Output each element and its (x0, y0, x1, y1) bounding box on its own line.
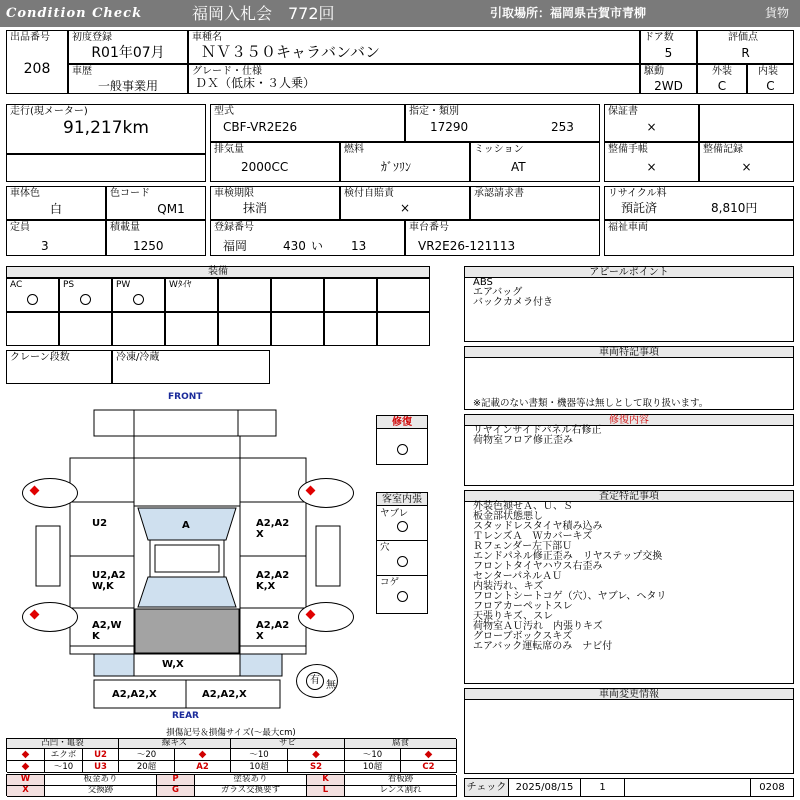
selfcheck-cell: 検付自賠責 × (340, 186, 470, 220)
grade: ＤＸ（低床・３人乗） (195, 76, 316, 90)
displacement: 2000CC (241, 160, 289, 174)
shufuku-box: 修復 (376, 415, 428, 465)
mission-cell: ミッション AT (470, 142, 600, 182)
vehicle-history: 一般事業用 (97, 79, 158, 93)
displacement-cell: 排気量 2000CC (210, 142, 340, 182)
back-door-code: W,X (162, 659, 184, 670)
door-count: 5 (664, 46, 673, 60)
mileage-cell: 走行(現メーター) 91,217km (6, 104, 206, 154)
change-info-title: 車両変更情報 (465, 689, 793, 700)
capacity-cell: 定員 3 (6, 220, 106, 256)
lot-number: 208 (23, 61, 51, 77)
right-mid-code2: K,X (256, 581, 276, 592)
wheel-front-right (298, 478, 354, 508)
first-registration: R01年07月 (91, 45, 165, 61)
load-cell: 積載量 1250 (106, 220, 206, 256)
wheel-rear-left (22, 602, 78, 632)
wheel-front-left (22, 478, 78, 508)
record-cell: 整備記録 × (699, 142, 794, 182)
registration-number-cell: 登録番号 福岡 430 い 13 (210, 220, 405, 256)
pickup-location: 引取場所：福岡県古賀市青柳 (490, 6, 647, 20)
inspection-expiry: 抹消 (243, 201, 268, 215)
hood-code: A (182, 520, 190, 531)
legend-code-table: W 板金あり P 塗装あり K 看板跡 X 交換跡 G ガラス交換要す L レンズ割れ (6, 774, 456, 796)
right-rear-code: A2,A2 (256, 620, 290, 631)
auction-title: 福岡入札会 772回 (192, 4, 335, 23)
freezer-cell: 冷凍/冷蔵 (112, 350, 270, 384)
reg-id: 13 (351, 239, 367, 253)
warranty-blank (699, 104, 794, 142)
recycle-status: 預託済 (621, 201, 658, 215)
maintenance-record: × (741, 160, 752, 174)
right-front-code: A2,A2 (256, 518, 290, 529)
equip-wtire: Wﾀｲﾔ (165, 278, 218, 312)
wheel-rear-right (298, 602, 354, 632)
reg-class: 430 (283, 239, 306, 253)
chassis-cell: 車台番号 VR2E26-121113 (405, 220, 600, 256)
interior-cell: 内装 C (747, 64, 794, 94)
grade-cell: グレード・仕様 ＤＸ（低床・３人乗） (188, 64, 640, 94)
drive-cell: 駆動 2WD (640, 64, 697, 94)
approval-cell: 承認請求書 (470, 186, 600, 220)
first-registration-cell: 初度登録 R01年07月 (68, 30, 188, 64)
recycle-cell: リサイクル料 預託済 8,810円 (604, 186, 794, 220)
color-code: QM1 (157, 202, 185, 216)
maintenance-manual: × (646, 160, 657, 174)
left-mid-code2: W,K (92, 581, 114, 592)
inspection-notes-panel (464, 490, 794, 684)
reg-area: 福岡 (223, 239, 248, 253)
vehicle-category: 貨物 (765, 6, 790, 20)
rear-label: REAR (172, 711, 199, 721)
inspection-notes-text: 外装色褪せＡ、Ｕ、Ｓ 板金部状態悪し スタッドレスタイヤ積み込み ＴレンズＡ Ｗカバーキズ Ｒフェンダー左下部Ｕ エンドパネル修正歪み リヤステップ交換 フロントタイヤハウス右歪み センターパネルＡＵ 内装汚れ、キズ フロントシートコゲ（穴）、ヤブレ、ヘタリ フロアカーペットスレ 天張りキズ、スレ 荷物室ＡＵ汚れ 内張りキズ グローブボックスキズ エアバック運転席のみ ナビ付 (473, 501, 667, 652)
appeal-panel (464, 266, 794, 342)
front-label: FRONT (168, 392, 203, 402)
designation-number: 17290 (430, 120, 469, 134)
mission: AT (511, 160, 526, 174)
spare-yes: 有 (306, 672, 324, 690)
check-label: チェック (465, 779, 509, 796)
warranty-cell: 保証書 × (604, 104, 699, 142)
left-rear-code: A2,W (92, 620, 122, 631)
equip-pw: PW (112, 278, 165, 312)
check-code: 0208 (759, 782, 785, 793)
chassis-number: VR2E26-121113 (418, 239, 516, 253)
right-mid-code: A2,A2 (256, 570, 290, 581)
model: CBF-VR2E26 (223, 120, 298, 134)
score: R (741, 46, 750, 60)
body-color-cell: 車体色 白 (6, 186, 106, 220)
interior-grade: C (766, 79, 775, 93)
equip-ac: AC (6, 278, 59, 312)
color-code-cell: 色コード QM1 (106, 186, 206, 220)
crane-cell: クレーン段数 (6, 350, 112, 384)
bumper-right-code: A2,A2,X (202, 689, 247, 700)
designation-cell: 指定・類別 17290 253 (405, 104, 600, 142)
check-bar (464, 778, 794, 797)
inspection-cell: 車検期限 抹消 (210, 186, 340, 220)
vehicle-name: ＮＶ３５０キャラバンバン (201, 43, 380, 61)
appeal-text: ABS エアバッグ バックカメラ付き (473, 277, 553, 308)
door-count-cell: ドア数 5 (640, 30, 697, 64)
spare-tire-icon (296, 664, 338, 698)
lot-number-cell: 出品番号 208 (6, 30, 68, 94)
change-info-panel (464, 688, 794, 774)
fuel: ｶﾞｿﾘﾝ (381, 160, 412, 174)
inspection-notes-title: 査定特記事項 (465, 491, 793, 502)
appeal-title: アピールポイント (465, 267, 793, 278)
check-count: 1 (581, 779, 625, 796)
exterior-grade: C (717, 79, 727, 93)
fuel-cell: 燃料 ｶﾞｿﾘﾝ (340, 142, 470, 182)
vehicle-name-cell: 車種名 ＮＶ３５０キャラバンバン (188, 30, 640, 64)
repair-title: 修復内容 (465, 415, 793, 426)
special-notes-title: 車両特記事項 (465, 347, 793, 358)
special-notes-panel (464, 346, 794, 410)
repair-text: リヤインサイドパネル右修正 荷物室フロア修正歪み (473, 425, 602, 446)
bumper-left-code: A2,A2,X (112, 689, 157, 700)
score-cell: 評価点 R (697, 30, 794, 64)
left-mid-code: U2,A2 (92, 570, 126, 581)
spare-no: 無 (326, 680, 336, 691)
warranty: × (646, 120, 657, 134)
exterior-cell: 外装 C (697, 64, 747, 94)
welfare-cell: 福祉車両 (604, 220, 794, 256)
manual-cell: 整備手帳 × (604, 142, 699, 182)
check-date: 2025/08/15 (509, 779, 581, 796)
liability-insurance: × (399, 201, 411, 215)
recycle-amount: 8,810円 (711, 201, 758, 215)
class-number: 253 (551, 120, 574, 134)
special-notes-text: ※記載のない書類・機器等は無しとして取り扱います。 (473, 398, 709, 409)
model-cell: 型式 CBF-VR2E26 (210, 104, 405, 142)
repair-panel (464, 414, 794, 486)
load-capacity: 1250 (133, 239, 164, 253)
body-color: 白 (49, 202, 62, 216)
reg-kana: い (311, 239, 324, 253)
left-front-code: U2 (92, 518, 108, 529)
history-cell: 車歴 一般事業用 (68, 64, 188, 94)
left-rear-code2: K (92, 631, 100, 642)
equipment-header: 装備 (6, 266, 430, 278)
check-blank (625, 779, 751, 796)
brand-title: Condition Check (6, 6, 143, 21)
right-rear-code2: X (256, 631, 264, 642)
legend-title: 損傷記号＆損傷サイズ(〜最大cm) (166, 728, 296, 738)
equip-ps: PS (59, 278, 112, 312)
capacity: 3 (41, 239, 49, 253)
mileage: 91,217km (63, 118, 149, 138)
cabin-box: 客室内張 ヤブレ 穴 コゲ (376, 492, 428, 614)
drive: 2WD (654, 79, 683, 93)
legend-damage-table: 凸凹・亀裂 線キズ サビ 腐食 ◆ エクボ U2 〜20 ◆ 〜10 ◆ 〜10 ◆ ◆ 〜10 U3 20超 A2 10超 S2 10超 C2 (6, 738, 456, 772)
right-front-code2: X (256, 529, 264, 540)
